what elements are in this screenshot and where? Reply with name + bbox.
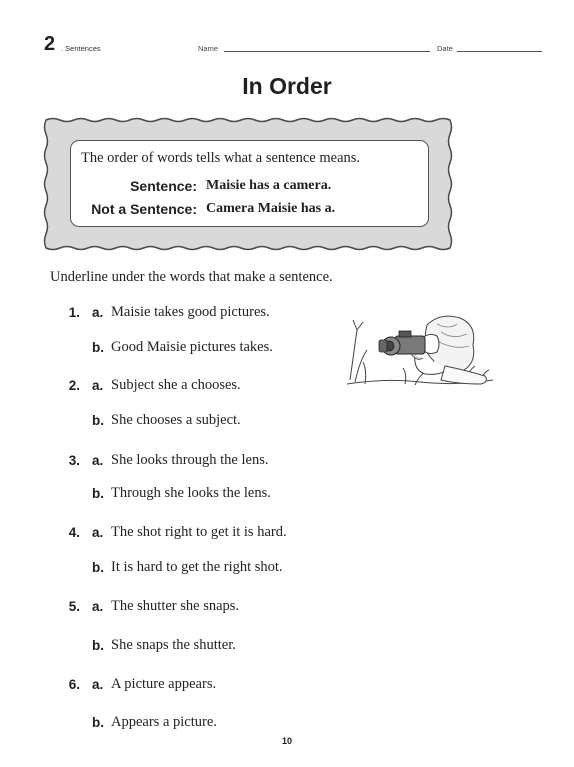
option-b-text[interactable]: Through she looks the lens.	[111, 485, 271, 501]
option-b-text[interactable]: She snaps the shutter.	[111, 637, 236, 653]
directions: Underline under the words that make a sentence.	[50, 269, 333, 285]
option-b-text[interactable]: It is hard to get the right shot.	[111, 559, 283, 575]
option-letter-a: a.	[92, 378, 104, 393]
option-b-text[interactable]: Appears a picture.	[111, 714, 217, 730]
option-b-text[interactable]: Good Maisie pictures takes.	[111, 339, 273, 355]
option-letter-b: b.	[92, 715, 104, 730]
not-sentence-label: Not a Sentence:	[91, 201, 197, 217]
unit-number: 2	[44, 33, 56, 55]
sentence-label: Sentence:	[130, 178, 197, 194]
question-number: 6.	[68, 677, 80, 692]
option-letter-a: a.	[92, 453, 104, 468]
name-label: Name	[198, 44, 219, 53]
option-a-text[interactable]: A picture appears.	[111, 676, 217, 692]
not-sentence-example: Camera Maisie has a.	[206, 201, 336, 216]
question-number: 1.	[68, 305, 80, 320]
option-a-text[interactable]: Maisie takes good pictures.	[111, 304, 270, 320]
option-letter-b: b.	[92, 413, 104, 428]
option-b-text[interactable]: She chooses a subject.	[111, 412, 241, 428]
date-label: Date	[437, 44, 453, 53]
page-title: In Order	[242, 73, 332, 99]
unit-label: . Sentences	[61, 44, 101, 53]
date-line[interactable]	[457, 51, 542, 52]
option-letter-b: b.	[92, 638, 104, 653]
girl-with-camera-illustration	[345, 310, 495, 390]
question-number: 4.	[68, 525, 80, 540]
name-line[interactable]	[224, 51, 430, 52]
option-letter-b: b.	[92, 560, 104, 575]
option-a-text[interactable]: The shot right to get it is hard.	[111, 524, 287, 540]
option-letter-a: a.	[92, 525, 104, 540]
rule-text: The order of words tells what a sentence means.	[81, 150, 361, 166]
option-letter-a: a.	[92, 677, 104, 692]
sentence-example: Maisie has a camera.	[206, 178, 332, 193]
option-a-text[interactable]: She looks through the lens.	[111, 452, 269, 468]
question-number: 2.	[68, 378, 80, 393]
page-number: 10	[281, 736, 292, 746]
option-a-text[interactable]: The shutter she snaps.	[111, 598, 240, 614]
option-letter-a: a.	[92, 305, 104, 320]
option-letter-b: b.	[92, 486, 104, 501]
question-number: 3.	[68, 453, 80, 468]
option-letter-a: a.	[92, 599, 104, 614]
option-a-text[interactable]: Subject she a chooses.	[111, 377, 241, 393]
rule-box	[70, 140, 429, 227]
question-number: 5.	[68, 599, 80, 614]
option-letter-b: b.	[92, 340, 104, 355]
